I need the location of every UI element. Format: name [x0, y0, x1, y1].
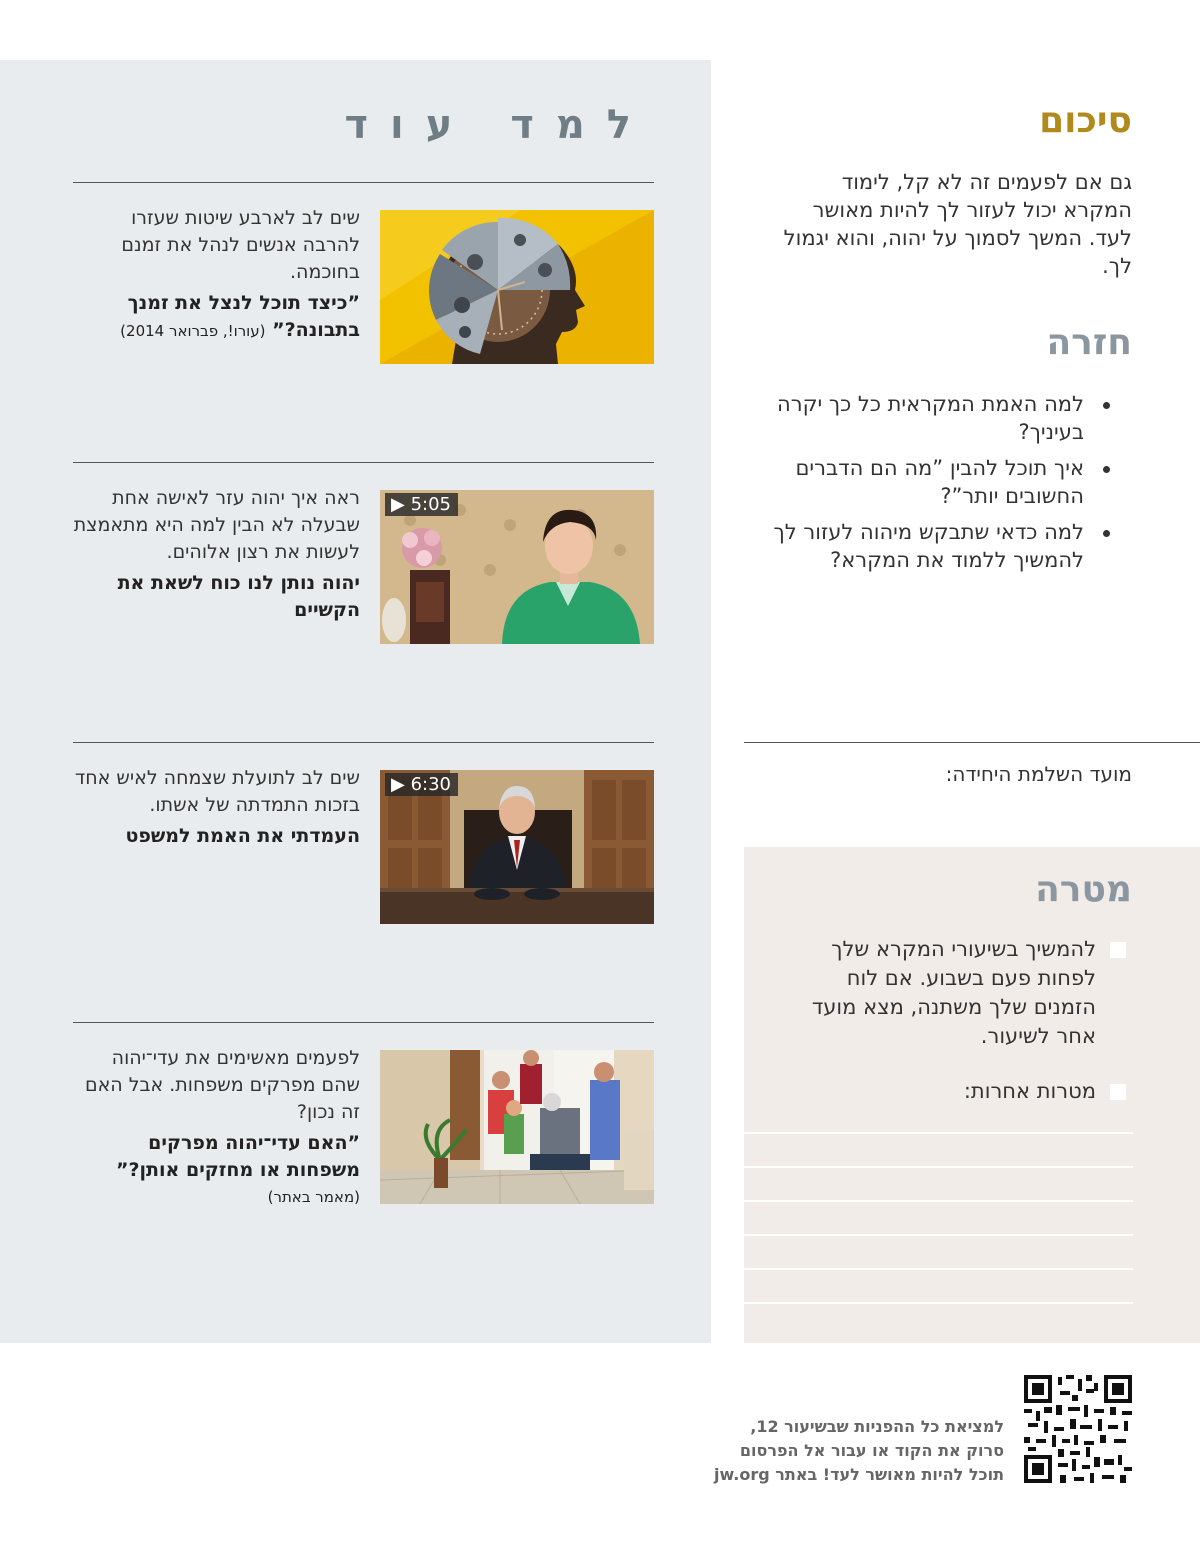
qr-code[interactable]	[1024, 1375, 1132, 1483]
video-thumbnail-woman[interactable]	[380, 490, 654, 644]
review-title: חזרה	[1046, 322, 1132, 363]
goal-checkbox[interactable]	[1110, 1084, 1126, 1100]
item-title-link[interactable]: ”כיצד תוכל לנצל את זמנך בתבונה?” (עורו!, פברואר 2014)	[120, 292, 360, 341]
completion-date-label: מועד השלמת היחידה:	[945, 762, 1132, 786]
item-description: לפעמים מאשימים את עדי־יהוה שהם מפרקים משפחות. אבל האם זה נכון?	[84, 1047, 360, 1123]
learn-more-text	[70, 205, 360, 345]
summary-text: גם אם לפעמים זה לא קל, לימוד המקרא יכול לעזור לך להיות מאושר לעד. המשך לסמוך על יהוה, והוא יגמול לך.	[783, 170, 1132, 278]
time-management-image[interactable]	[380, 210, 654, 364]
write-line[interactable]	[744, 1268, 1133, 1270]
review-question: למה האמת המקראית כל כך יקרה בעיניך?	[739, 390, 1084, 446]
goal-item: מטרות אחרות:	[796, 1077, 1096, 1106]
family-photo[interactable]	[380, 1050, 654, 1204]
review-question: איך תוכל להבין ”מה הם הדברים החשובים יותר”?	[739, 454, 1084, 510]
write-line[interactable]	[744, 1302, 1133, 1304]
goal-item: להמשיך בשיעורי המקרא שלך לפחות פעם בשבוע. אם לוח הזמנים שלך משתנה, מצא מועד אחר לשיעור.	[796, 935, 1096, 1051]
learn-more-item-truth[interactable]	[73, 742, 654, 999]
write-line[interactable]	[744, 1132, 1133, 1134]
goal-checkbox[interactable]	[1110, 942, 1126, 958]
item-description: שים לב לתועלת שצמחה לאיש אחד בזכות התמדתה של אשתו.	[74, 767, 360, 816]
learn-more-item-families[interactable]	[73, 1022, 654, 1279]
footer-line: תוכל להיות מאושר לעד! באתר jw.org	[714, 1465, 1004, 1484]
review-question: למה כדאי שתבקש מיהוה לעזור לך להמשיך ללמוד את המקרא?	[739, 518, 1084, 574]
footer-line: למציאת כל ההפניות שבשיעור 12,	[750, 1417, 1004, 1436]
review-list	[739, 390, 1084, 582]
write-line[interactable]	[744, 1200, 1133, 1202]
item-note: (עורו!, פברואר 2014)	[120, 322, 266, 340]
video-duration: ▶ 6:30	[385, 773, 458, 796]
learn-more-item-strength[interactable]	[73, 462, 654, 719]
video-duration: ▶ 5:05	[385, 493, 458, 516]
learn-more-item-time[interactable]	[73, 182, 654, 439]
learn-more-panel	[0, 60, 711, 1343]
item-title-link[interactable]: ”האם עדי־יהוה מפרקים משפחות או מחזקים אותן?”	[116, 1132, 360, 1181]
item-note: (מאמר באתר)	[267, 1188, 360, 1206]
item-description: שים לב לארבע שיטות שעזרו להרבה אנשים לנהל את זמנם בחוכמה.	[121, 207, 360, 283]
goal-panel	[744, 847, 1200, 1343]
learn-more-text	[70, 485, 360, 624]
footer-line: סרוק את הקוד או עבור אל הפרסום	[739, 1441, 1004, 1460]
learn-more-text	[70, 1045, 360, 1211]
item-title-link[interactable]: יהוה נותן לנו כוח לשאת את הקשיים	[117, 572, 360, 621]
section-divider	[744, 742, 1200, 743]
learn-more-text	[70, 765, 360, 850]
learn-more-title: למד עוד	[344, 102, 653, 148]
goal-title: מטרה	[1035, 869, 1132, 910]
video-thumbnail-man[interactable]	[380, 770, 654, 924]
write-line[interactable]	[744, 1166, 1133, 1168]
item-title-link[interactable]: העמדתי את האמת למשפט	[125, 825, 360, 847]
write-line[interactable]	[744, 1234, 1133, 1236]
footer-text	[714, 1415, 1004, 1487]
item-description: ראה איך יהוה עזר לאישה אחת שבעלה לא הבין למה היא מתאמצת לעשות את רצון אלוהים.	[73, 487, 360, 563]
summary-title: סיכום	[1039, 100, 1132, 141]
